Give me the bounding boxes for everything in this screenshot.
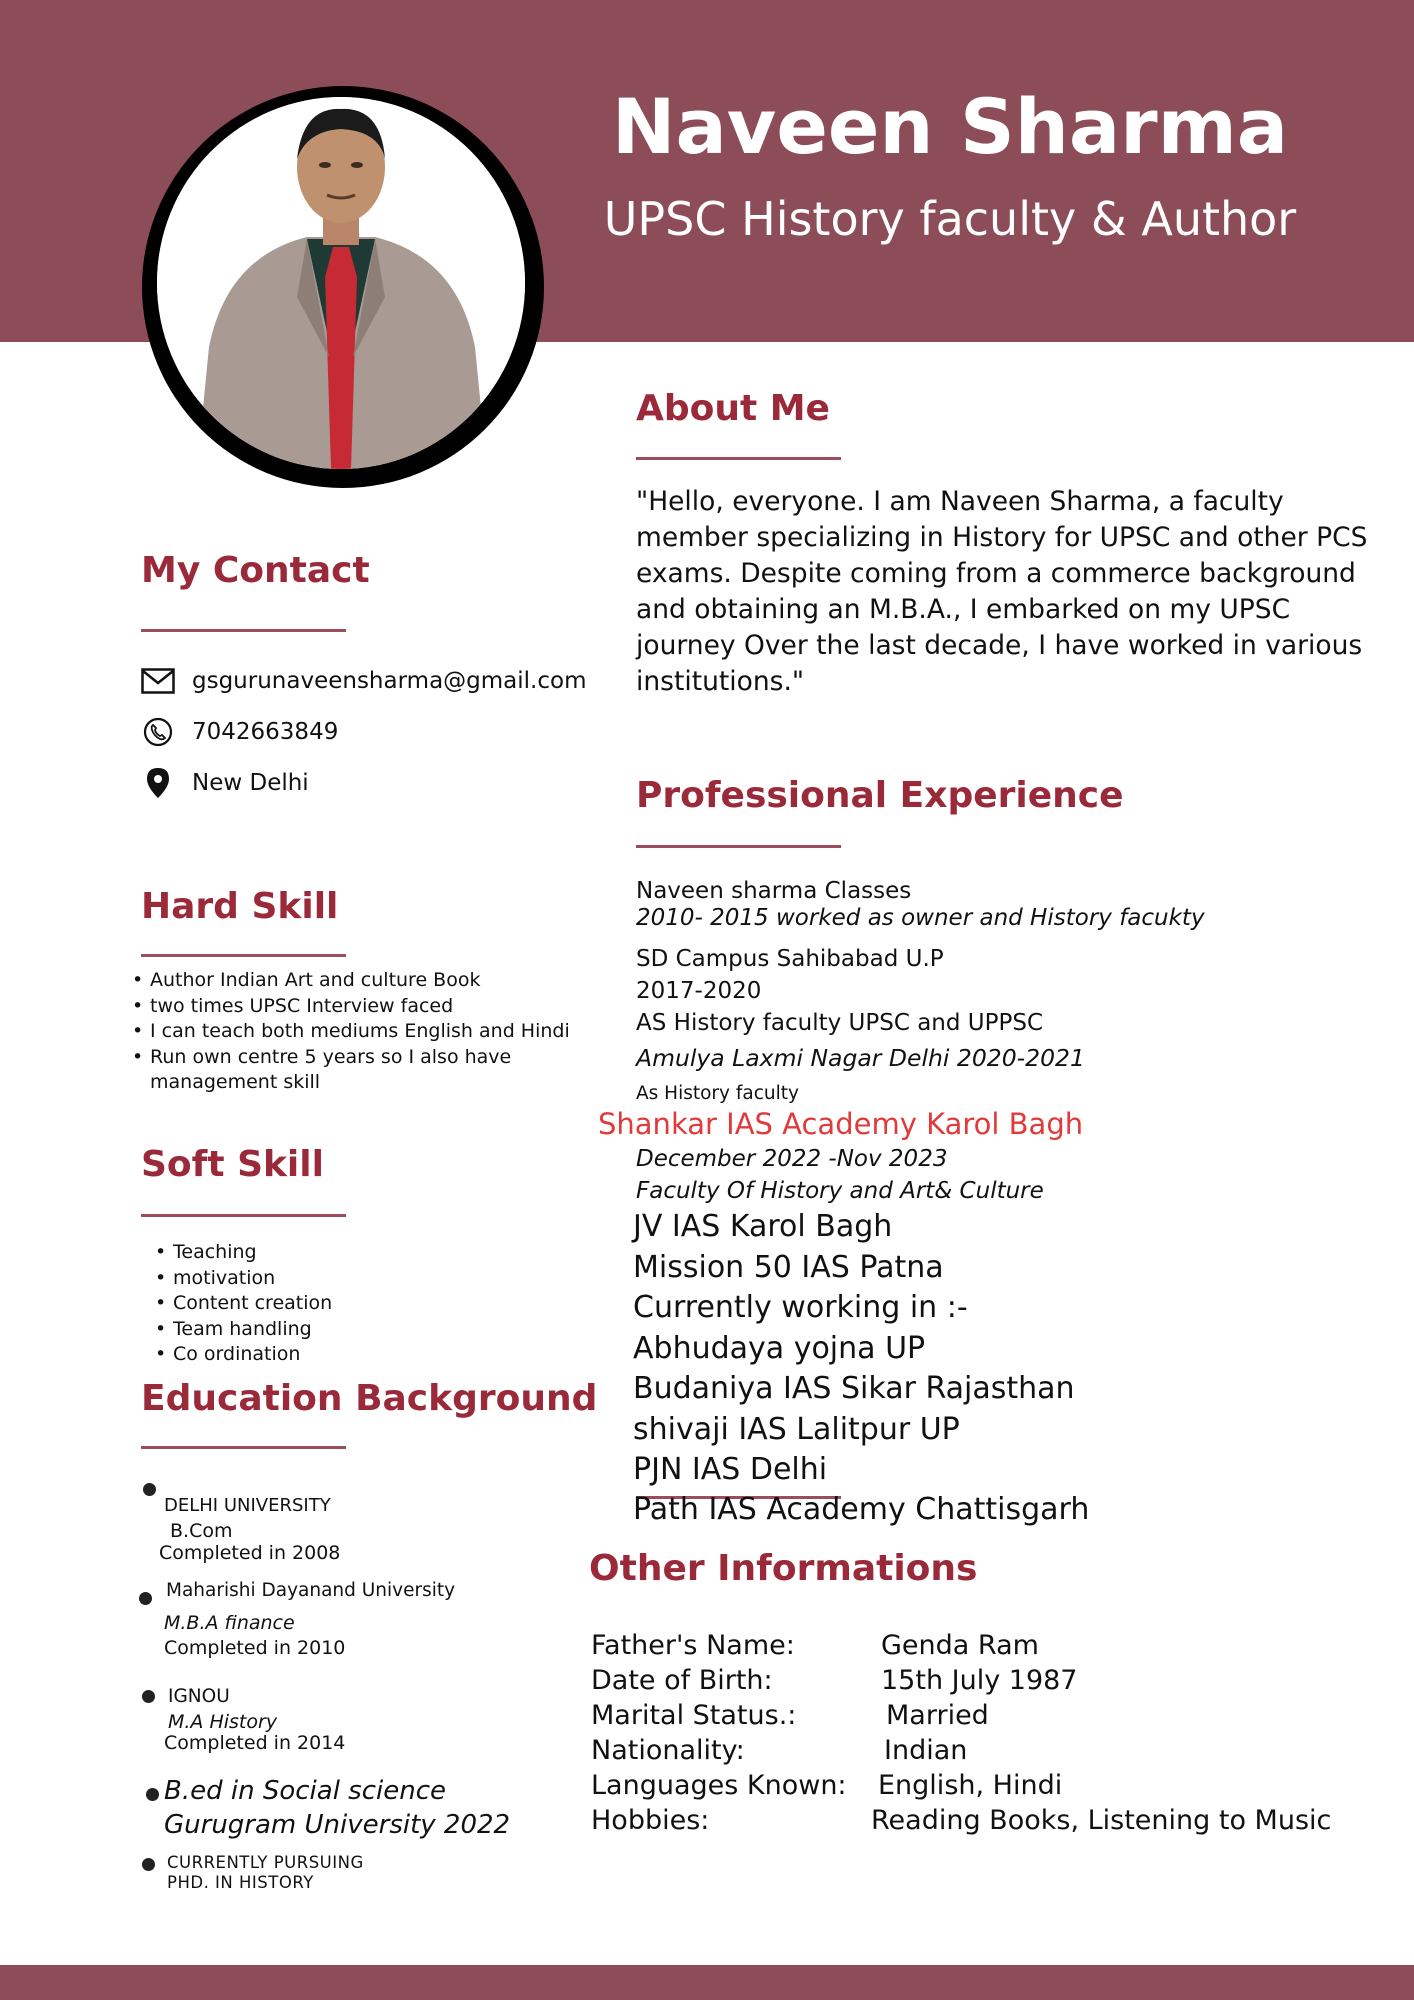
- exp-line: SD Campus Sahibabad U.P: [636, 946, 944, 972]
- soft-skill-list: [155, 1240, 455, 1368]
- exp-highlight: Shankar IAS Academy Karol Bagh: [598, 1107, 1084, 1141]
- exp-line: PJN IAS Delhi: [633, 1452, 828, 1487]
- footer-band: [0, 1965, 1414, 2000]
- other-info-title: Other Informations: [589, 1548, 978, 1589]
- exp-line: Naveen sharma Classes: [636, 878, 912, 904]
- edu-3-degree: M.A History: [168, 1711, 278, 1733]
- list-item: • two times UPSC Interview faced: [132, 994, 592, 1020]
- resume-role: UPSC History faculty & Author: [603, 192, 1297, 246]
- exp-line: Budaniya IAS Sikar Rajasthan: [633, 1371, 1075, 1406]
- edu-5-line1: CURRENTLY PURSUING: [167, 1853, 364, 1872]
- contact-phone-row: [140, 714, 338, 750]
- edu-3-year: Completed in 2014: [164, 1732, 346, 1754]
- exp-line: AS History faculty UPSC and UPPSC: [636, 1010, 1044, 1036]
- list-item: • motivation: [155, 1266, 455, 1292]
- phone-icon: [140, 714, 176, 750]
- bullet-dot: [143, 1483, 156, 1496]
- hard-skill-rule: [141, 954, 346, 957]
- edu-1-degree: B.Com: [170, 1520, 233, 1542]
- about-title: About Me: [636, 388, 830, 429]
- soft-skill-rule: [141, 1214, 346, 1217]
- info-label: Nationality:: [591, 1735, 745, 1766]
- contact-title: My Contact: [141, 550, 370, 591]
- exp-line: 2017-2020: [636, 978, 762, 1004]
- info-value: 15th July 1987: [881, 1665, 1078, 1696]
- edu-1-year: Completed in 2008: [159, 1542, 341, 1564]
- education-rule: [141, 1446, 346, 1449]
- contact-email[interactable]: gsgurunaveensharma@gmail.com: [192, 668, 587, 694]
- person-portrait-icon: [157, 97, 525, 469]
- contact-location: New Delhi: [192, 770, 309, 796]
- info-label: Father's Name:: [591, 1630, 795, 1661]
- experience-title: Professional Experience: [636, 775, 1124, 816]
- about-rule: [636, 457, 841, 460]
- info-label: Languages Known:: [591, 1770, 847, 1801]
- about-text: "Hello, everyone. I am Naveen Sharma, a faculty member specializing in History for UPSC and other PCS exams. Despite coming from a commerce background and obtaining an M.B.A., I embarked on my UPSC journey Over the last decade, I have worked in various institutions.": [636, 486, 1368, 697]
- list-item: • Team handling: [155, 1317, 455, 1343]
- mail-icon: [140, 663, 176, 699]
- edu-4-school: Gurugram University 2022: [164, 1810, 511, 1840]
- edu-2-year: Completed in 2010: [164, 1637, 346, 1659]
- list-item: • Teaching: [155, 1240, 455, 1266]
- experience-rule: [636, 845, 841, 848]
- edu-5-line2: PHD. IN HISTORY: [167, 1873, 314, 1892]
- exp-line: Mission 50 IAS Patna: [633, 1250, 944, 1285]
- info-value: Indian: [884, 1735, 968, 1766]
- location-pin-icon: [140, 765, 176, 801]
- contact-email-row: [140, 663, 586, 699]
- info-value: Married: [886, 1700, 989, 1731]
- edu-2-degree: M.B.A finance: [164, 1612, 295, 1634]
- exp-line: As History faculty: [636, 1083, 799, 1104]
- exp-line: shivaji IAS Lalitpur UP: [633, 1412, 960, 1447]
- exp-line: JV IAS Karol Bagh: [633, 1209, 893, 1244]
- info-label: Hobbies:: [591, 1805, 710, 1836]
- exp-line: Faculty Of History and Art& Culture: [636, 1178, 1044, 1204]
- exp-line: Path IAS Academy Chattisgarh: [633, 1492, 1090, 1527]
- info-value: Reading Books, Listening to Music: [871, 1805, 1332, 1836]
- info-value: English, Hindi: [878, 1770, 1063, 1801]
- hard-skill-title: Hard Skill: [141, 886, 339, 927]
- edu-4-degree: B.ed in Social science: [164, 1776, 447, 1806]
- info-label: Date of Birth:: [591, 1665, 773, 1696]
- exp-line: December 2022 -Nov 2023: [636, 1146, 948, 1172]
- bullet-dot: [142, 1858, 155, 1871]
- list-item: • Content creation: [155, 1291, 455, 1317]
- list-item: • I can teach both mediums English and Hindi: [132, 1019, 592, 1045]
- profile-photo: [157, 97, 525, 469]
- bullet-dot: [142, 1690, 155, 1703]
- hard-skill-list: [132, 968, 592, 1096]
- bullet-dot: [139, 1592, 152, 1605]
- info-value: Genda Ram: [881, 1630, 1039, 1661]
- edu-2-school: Maharishi Dayanand University: [166, 1580, 456, 1601]
- list-item: • Run own centre 5 years so I also have management skill: [132, 1045, 532, 1096]
- exp-line: Currently working in :-: [633, 1290, 968, 1325]
- exp-line: 2010- 2015 worked as owner and History facukty: [636, 905, 1205, 931]
- exp-line: Amulya Laxmi Nagar Delhi 2020-2021: [636, 1044, 1085, 1072]
- soft-skill-title: Soft Skill: [141, 1144, 324, 1185]
- bullet-dot: [146, 1788, 159, 1801]
- education-title: Education Background: [141, 1378, 598, 1419]
- exp-line: Abhudaya yojna UP: [633, 1331, 926, 1366]
- contact-location-row: [140, 765, 309, 801]
- contact-rule: [141, 629, 346, 632]
- contact-phone[interactable]: 7042663849: [192, 719, 339, 745]
- info-label: Marital Status.:: [591, 1700, 797, 1731]
- resume-name: Naveen Sharma: [611, 82, 1289, 171]
- edu-3-school: IGNOU: [168, 1686, 230, 1707]
- list-item: • Co ordination: [155, 1342, 455, 1368]
- edu-1-school: DELHI UNIVERSITY: [164, 1495, 331, 1516]
- list-item: • Author Indian Art and culture Book: [132, 968, 592, 994]
